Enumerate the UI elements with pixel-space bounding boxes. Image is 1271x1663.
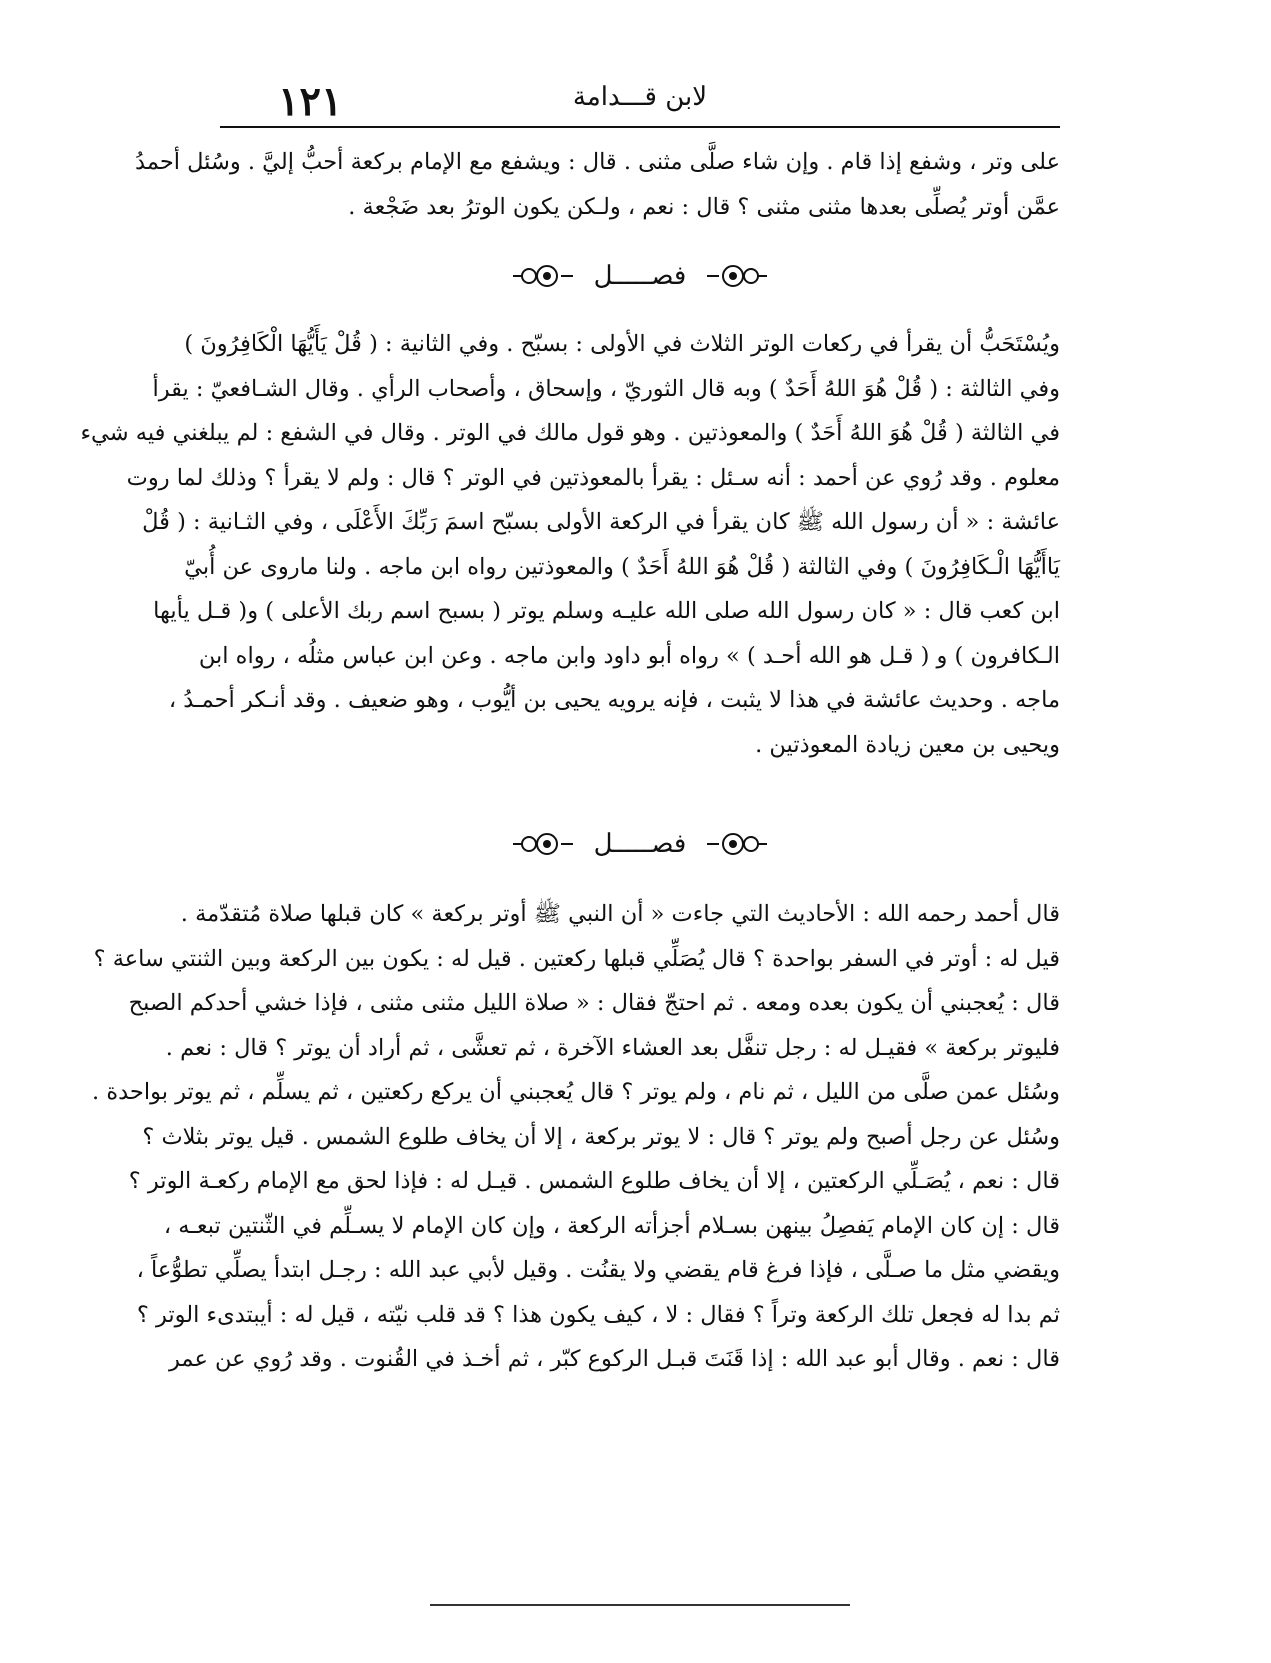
- text-line: معلوم . وقد رُوي عن أحمد : أنه سـئل : يقرأ بالمعوذتين في الوتر ؟ قال : ولم لا يقرأ ؟ وذلك لما روت: [126, 464, 1060, 491]
- text-line: في الثالثة ( قُلْ هُوَ اللهُ أَحَدٌ ) والمعوذتين . وهو قول مالك في الوتر . وقال في الشفع : لم يبلغني فيه شيء: [80, 420, 1060, 446]
- text-line: عائشة : « أن رسول الله ﷺ كان يقرأ في الركعة الأولى بسبّح اسمَ رَبِّكَ الأَعْلَى ، وفي الثـانية : ( قُلْ: [142, 509, 1060, 535]
- text-line: وسُئل عمن صلَّى من الليل ، ثم نام ، ولم يوتر ؟ قال يُعجبني أن يركع ركعتين ، ثم يسلِّم ، ثم يوتر بواحدة .: [92, 1079, 1060, 1105]
- running-title: لابن قـــدامة: [572, 82, 708, 112]
- header-rule: [220, 126, 1060, 128]
- text-line: قيل له : أوتر في السفر بواحدة ؟ قال يُصَلِّي قبلها ركعتين . قيل له : يكون بين الركعة وبين الثنتي ساعة ؟: [93, 945, 1060, 972]
- ornament-icon: [511, 831, 575, 857]
- page-number: ١٢١: [278, 78, 343, 125]
- text-line: ويحيى بن معين زيادة المعوذتين .: [755, 731, 1060, 758]
- section-heading-2: [430, 818, 850, 868]
- page-header: [220, 72, 1060, 128]
- section-heading-1: [430, 250, 850, 300]
- text-line: قال : نعم ، يُصَـلِّي الركعتين ، إلا أن يخاف طلوع الشمس . قيـل له : فإذا لحق مع الإمام ركعـة الوتر ؟: [128, 1168, 1060, 1194]
- text-line: قال : يُعجبني أن يكون بعده ومعه . ثم احتجّ فقال : « صلاة الليل مثنى مثنى ، فإذا خشي أحدكم الصبح: [128, 990, 1060, 1016]
- text-line: قال : إن كان الإمام يَفصِلُ بينهن بسـلام أجزأته الركعة ، وإن كان الإمام لا يسـلِّم في الثّنتين تبعـه ،: [163, 1212, 1060, 1239]
- section-heading-text: فصـــــل: [593, 261, 687, 291]
- text-line: ماجه . وحديث عائشة في هذا لا يثبت ، فإنه يرويه يحيى بن أيُّوب ، وهو ضعيف . وقد أنـكر أحمـدُ ،: [168, 687, 1060, 713]
- text-line: وفي الثالثة : ( قُلْ هُوَ اللهُ أَحَدٌ ) وبه قال الثوريّ ، وإسحاق ، وأصحاب الرأي . وقال الشـافعيّ : يقرأ: [152, 375, 1060, 402]
- ornament-icon: [705, 263, 769, 289]
- paragraph-2: [80, 322, 1060, 767]
- paragraph-1: [135, 140, 1060, 229]
- section-heading-text: فصـــــل: [593, 829, 687, 859]
- text-line: عمَّن أوتر يُصلِّى بعدها مثنى مثنى ؟ قال : نعم ، ولـكن يكون الوترُ بعد ضَجْعة .: [348, 193, 1060, 220]
- text-line: ابن كعب قال : « كان رسول الله صلى الله عليـه وسلم يوتر ( بسبح اسم ربك الأعلى ) و( قـل يأيها: [153, 598, 1060, 624]
- ornament-icon: [511, 263, 575, 289]
- text-line: ثم بدا له فجعل تلك الركعة وتراً ؟ فقال : لا ، كيف يكون هذا ؟ قد قلب نيّته ، قيل له : أيبتدىء الوتر ؟: [136, 1301, 1060, 1328]
- text-line: يَاأَيُّهَا الْـكَافِرُونَ ) وفي الثالثة ( قُلْ هُوَ اللهُ أَحَدٌ ) والمعوذتين رواه ابن ماجه . ولنا ماروى عن أُبيّ: [184, 553, 1060, 580]
- text-line: قال أحمد رحمه الله : الأحاديث التي جاءت « أن النبي ﷺ أوتر بركعة » كان قبلها صلاة مُتقدّمة .: [180, 901, 1060, 927]
- text-line: قال : نعم . وقال أبو عبد الله : إذا قَنَتَ قبـل الركوع كبّر ، ثم أخـذ في القُنوت . وقد رُوي عن عمر: [169, 1346, 1060, 1372]
- text-line: وسُئل عن رجل أصبح ولم يوتر ؟ قال : لا يوتر بركعة ، إلا أن يخاف طلوع الشمس . قيل يوتر بثلاث ؟: [142, 1123, 1060, 1150]
- ornament-icon: [705, 831, 769, 857]
- paragraph-3: [92, 892, 1060, 1382]
- text-line: ويقضي مثل ما صـلَّى ، فإذا فرغ قام يقضي ولا يقنُت . وقيل لأبي عبد الله : رجـل ابتدأ يصلِّي تطوُّعاً ،: [136, 1257, 1060, 1283]
- text-line: الـكافرون ) و ( قـل هو الله أحـد ) » رواه أبو داود وابن ماجه . وعن ابن عباس مثلُه ، رواه ابن: [198, 642, 1060, 669]
- text-line: على وتر ، وشفع إذا قام . وإن شاء صلَّى مثنى . قال : ويشفع مع الإمام بركعة أحبُّ إليَّ . وسُئل أحمدُ: [135, 149, 1060, 175]
- text-line: فليوتر بركعة » فقيـل له : رجل تنفَّل بعد العشاء الآخرة ، ثم تعشَّى ، ثم أراد أن يوتر ؟ قال : نعم .: [165, 1034, 1060, 1061]
- footer-rule: [430, 1604, 850, 1606]
- text-line: ويُسْتَحَبُّ أن يقرأ في ركعات الوتر الثلاث في الأولى : بسبّح . وفي الثانية : ( قُلْ يَأَيُّهَا الْكَافِرُونَ ): [184, 331, 1060, 357]
